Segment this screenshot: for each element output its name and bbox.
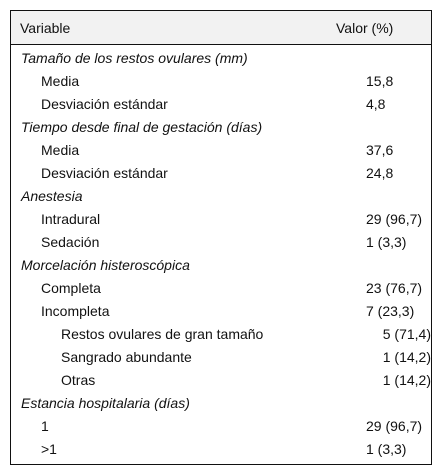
row-label: Incompleta xyxy=(41,303,110,319)
row-value: 4,8 xyxy=(366,96,386,112)
row-value: 5 (71,4) xyxy=(382,326,431,342)
table-row xyxy=(11,162,431,185)
table-row-section xyxy=(11,185,431,208)
table-row-section xyxy=(11,116,431,139)
table-row xyxy=(11,346,431,369)
row-label: Restos ovulares de gran tamaño xyxy=(61,326,264,342)
row-value: 1 (14,2) xyxy=(382,372,431,388)
row-value: 1 (3,3) xyxy=(366,441,407,457)
row-value: 7 (23,3) xyxy=(366,303,415,319)
row-label: Completa xyxy=(41,280,101,296)
row-label: Intradural xyxy=(41,211,101,227)
row-label: >1 xyxy=(41,441,57,457)
row-label: Tamaño de los restos ovulares (mm) xyxy=(21,50,248,66)
row-label: Estancia hospitalaria (días) xyxy=(21,395,190,411)
row-label: Desviación estándar xyxy=(41,96,168,112)
table-row xyxy=(11,70,431,93)
table-row xyxy=(11,300,431,323)
row-label: 1 xyxy=(41,418,49,434)
table-row xyxy=(11,93,431,116)
table-row xyxy=(11,369,431,392)
row-label: Media xyxy=(41,73,80,89)
row-value: 1 (3,3) xyxy=(366,234,407,250)
row-label: Media xyxy=(41,142,80,158)
row-value: 29 (96,7) xyxy=(366,211,423,227)
row-value: 15,8 xyxy=(366,73,394,89)
header-variable: Variable xyxy=(20,19,71,36)
row-label: Anestesia xyxy=(21,188,83,204)
table-row xyxy=(11,277,431,300)
table-row xyxy=(11,415,431,438)
table-row-section xyxy=(11,254,431,277)
row-label: Otras xyxy=(61,372,96,388)
row-value: 24,8 xyxy=(366,165,394,181)
row-value: 37,6 xyxy=(366,142,394,158)
table-row xyxy=(11,231,431,254)
row-label: Tiempo desde final de gestación (días) xyxy=(21,119,263,135)
row-value: 1 (14,2) xyxy=(382,349,431,365)
table-header-row xyxy=(11,11,431,45)
row-value: 29 (96,7) xyxy=(366,418,423,434)
header-value: Valor (%) xyxy=(336,19,394,36)
row-label: Morcelación histeroscópica xyxy=(21,257,190,273)
table-row xyxy=(11,323,431,346)
table-row xyxy=(11,208,431,231)
row-value: 23 (76,7) xyxy=(366,280,423,296)
table-row xyxy=(11,438,431,461)
table-body xyxy=(11,45,431,461)
row-label: Desviación estándar xyxy=(41,165,168,181)
table-row-section xyxy=(11,47,431,70)
table-row xyxy=(11,139,431,162)
data-table xyxy=(10,10,432,465)
row-label: Sangrado abundante xyxy=(61,349,192,365)
row-label: Sedación xyxy=(41,234,100,250)
table-row-section xyxy=(11,392,431,415)
